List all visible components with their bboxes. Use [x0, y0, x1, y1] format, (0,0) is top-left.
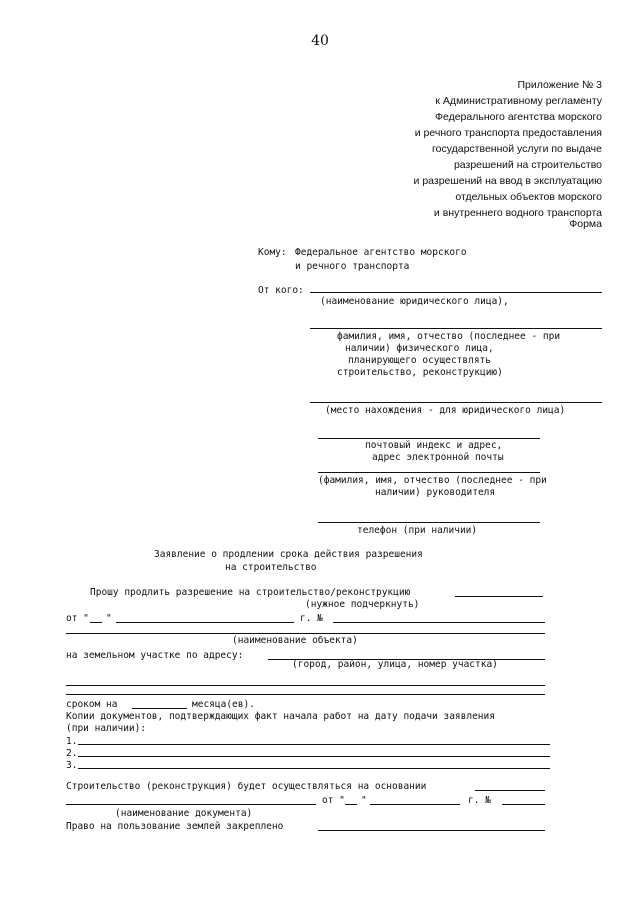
field-line [475, 790, 545, 791]
field-line [370, 804, 460, 805]
hint-legal-name: (наименование юридического лица), [320, 296, 509, 307]
hint-person-3: планирующего осуществлять [348, 355, 491, 366]
field-line [318, 438, 540, 439]
field-line [502, 804, 545, 805]
appendix-line: и разрешений на ввод в эксплуатацию [413, 175, 602, 187]
hint-person-1: фамилия, имя, отчество (последнее - при [337, 331, 561, 342]
field-line [66, 694, 545, 695]
field-line [90, 622, 102, 623]
field-line [66, 804, 316, 805]
field-line [310, 402, 602, 403]
hint-head-1: (фамилия, имя, отчество (последнее - при [318, 475, 547, 486]
statement-title-1: Заявление о продлении срока действия разрешения [154, 549, 423, 560]
to-label: Кому: [258, 247, 287, 258]
hint-postal-2: адрес электронной почты [372, 452, 504, 463]
basis-text: Строительство (реконструкция) будет осуществляться на основании [66, 781, 427, 792]
field-line [333, 622, 545, 623]
request-hint: (нужное подчеркнуть) [305, 599, 420, 610]
to-line-1: Федеральное агентство морского [295, 247, 467, 258]
from-label: От кого: [258, 285, 304, 296]
hint-phone: телефон (при наличии) [357, 525, 478, 536]
year-no: г. № [468, 795, 491, 806]
term-suffix: месяца(ев). [192, 699, 255, 710]
from-prefix: от " [66, 613, 89, 624]
field-line [116, 622, 294, 623]
field-line [78, 768, 550, 769]
field-line [132, 708, 187, 709]
year-no: г. № [300, 613, 323, 624]
appendix-line: разрешений на строительство [453, 159, 602, 171]
term-prefix: сроком на [66, 699, 118, 710]
request-text: Прошу продлить разрешение на строительство/реконструкцию [90, 587, 411, 598]
item-number: 1. [66, 736, 78, 747]
quote-close: " [106, 613, 112, 624]
doc-hint: (наименование документа) [115, 808, 253, 819]
appendix-line: Приложение № 3 [517, 79, 602, 91]
field-line [78, 756, 550, 757]
appendix-line: к Административному регламенту [435, 95, 602, 107]
address-hint: (город, район, улица, номер участка) [292, 659, 498, 670]
hint-location: (место нахождения - для юридического лица) [325, 405, 566, 416]
basis-from: от " [322, 795, 345, 806]
appendix-line: и внутреннего водного транспорта [433, 207, 602, 219]
field-line [318, 472, 540, 473]
copies-text-1: Копии документов, подтверждающих факт начала работ на дату подачи заявления [66, 711, 495, 722]
statement-title-2: на строительство [225, 562, 317, 573]
field-line [66, 633, 545, 634]
field-line [78, 744, 550, 745]
object-hint: (наименование объекта) [232, 635, 358, 646]
hint-postal-1: почтовый индекс и адрес, [365, 440, 503, 451]
field-line [345, 804, 357, 805]
hint-person-4: строительство, реконструкцию) [337, 367, 503, 378]
land-text: на земельном участке по адресу: [66, 650, 244, 661]
copies-text-2: (при наличии): [66, 723, 147, 734]
form-label: Форма [569, 218, 602, 230]
field-line [66, 685, 545, 686]
land-right-text: Право на пользование землей закреплено [66, 821, 284, 832]
appendix-line: Федерального агентства морского [434, 111, 602, 123]
appendix-line: и речного транспорта предоставления [414, 127, 602, 139]
item-number: 3. [66, 760, 78, 771]
item-number: 2. [66, 748, 78, 759]
hint-head-2: наличии) руководителя [375, 487, 496, 498]
field-line [310, 292, 602, 293]
appendix-header [242, 77, 602, 221]
hint-person-2: наличии) физического лица, [345, 343, 494, 354]
field-line [455, 596, 543, 597]
field-line [318, 830, 545, 831]
to-line-2: и речного транспорта [295, 261, 410, 272]
field-line [318, 522, 540, 523]
appendix-line: отдельных объектов морского [455, 191, 602, 203]
page-number: 40 [311, 33, 329, 49]
field-line [310, 328, 602, 329]
appendix-line: государственной услуги по выдаче [432, 143, 602, 155]
quote-close: " [361, 795, 367, 806]
